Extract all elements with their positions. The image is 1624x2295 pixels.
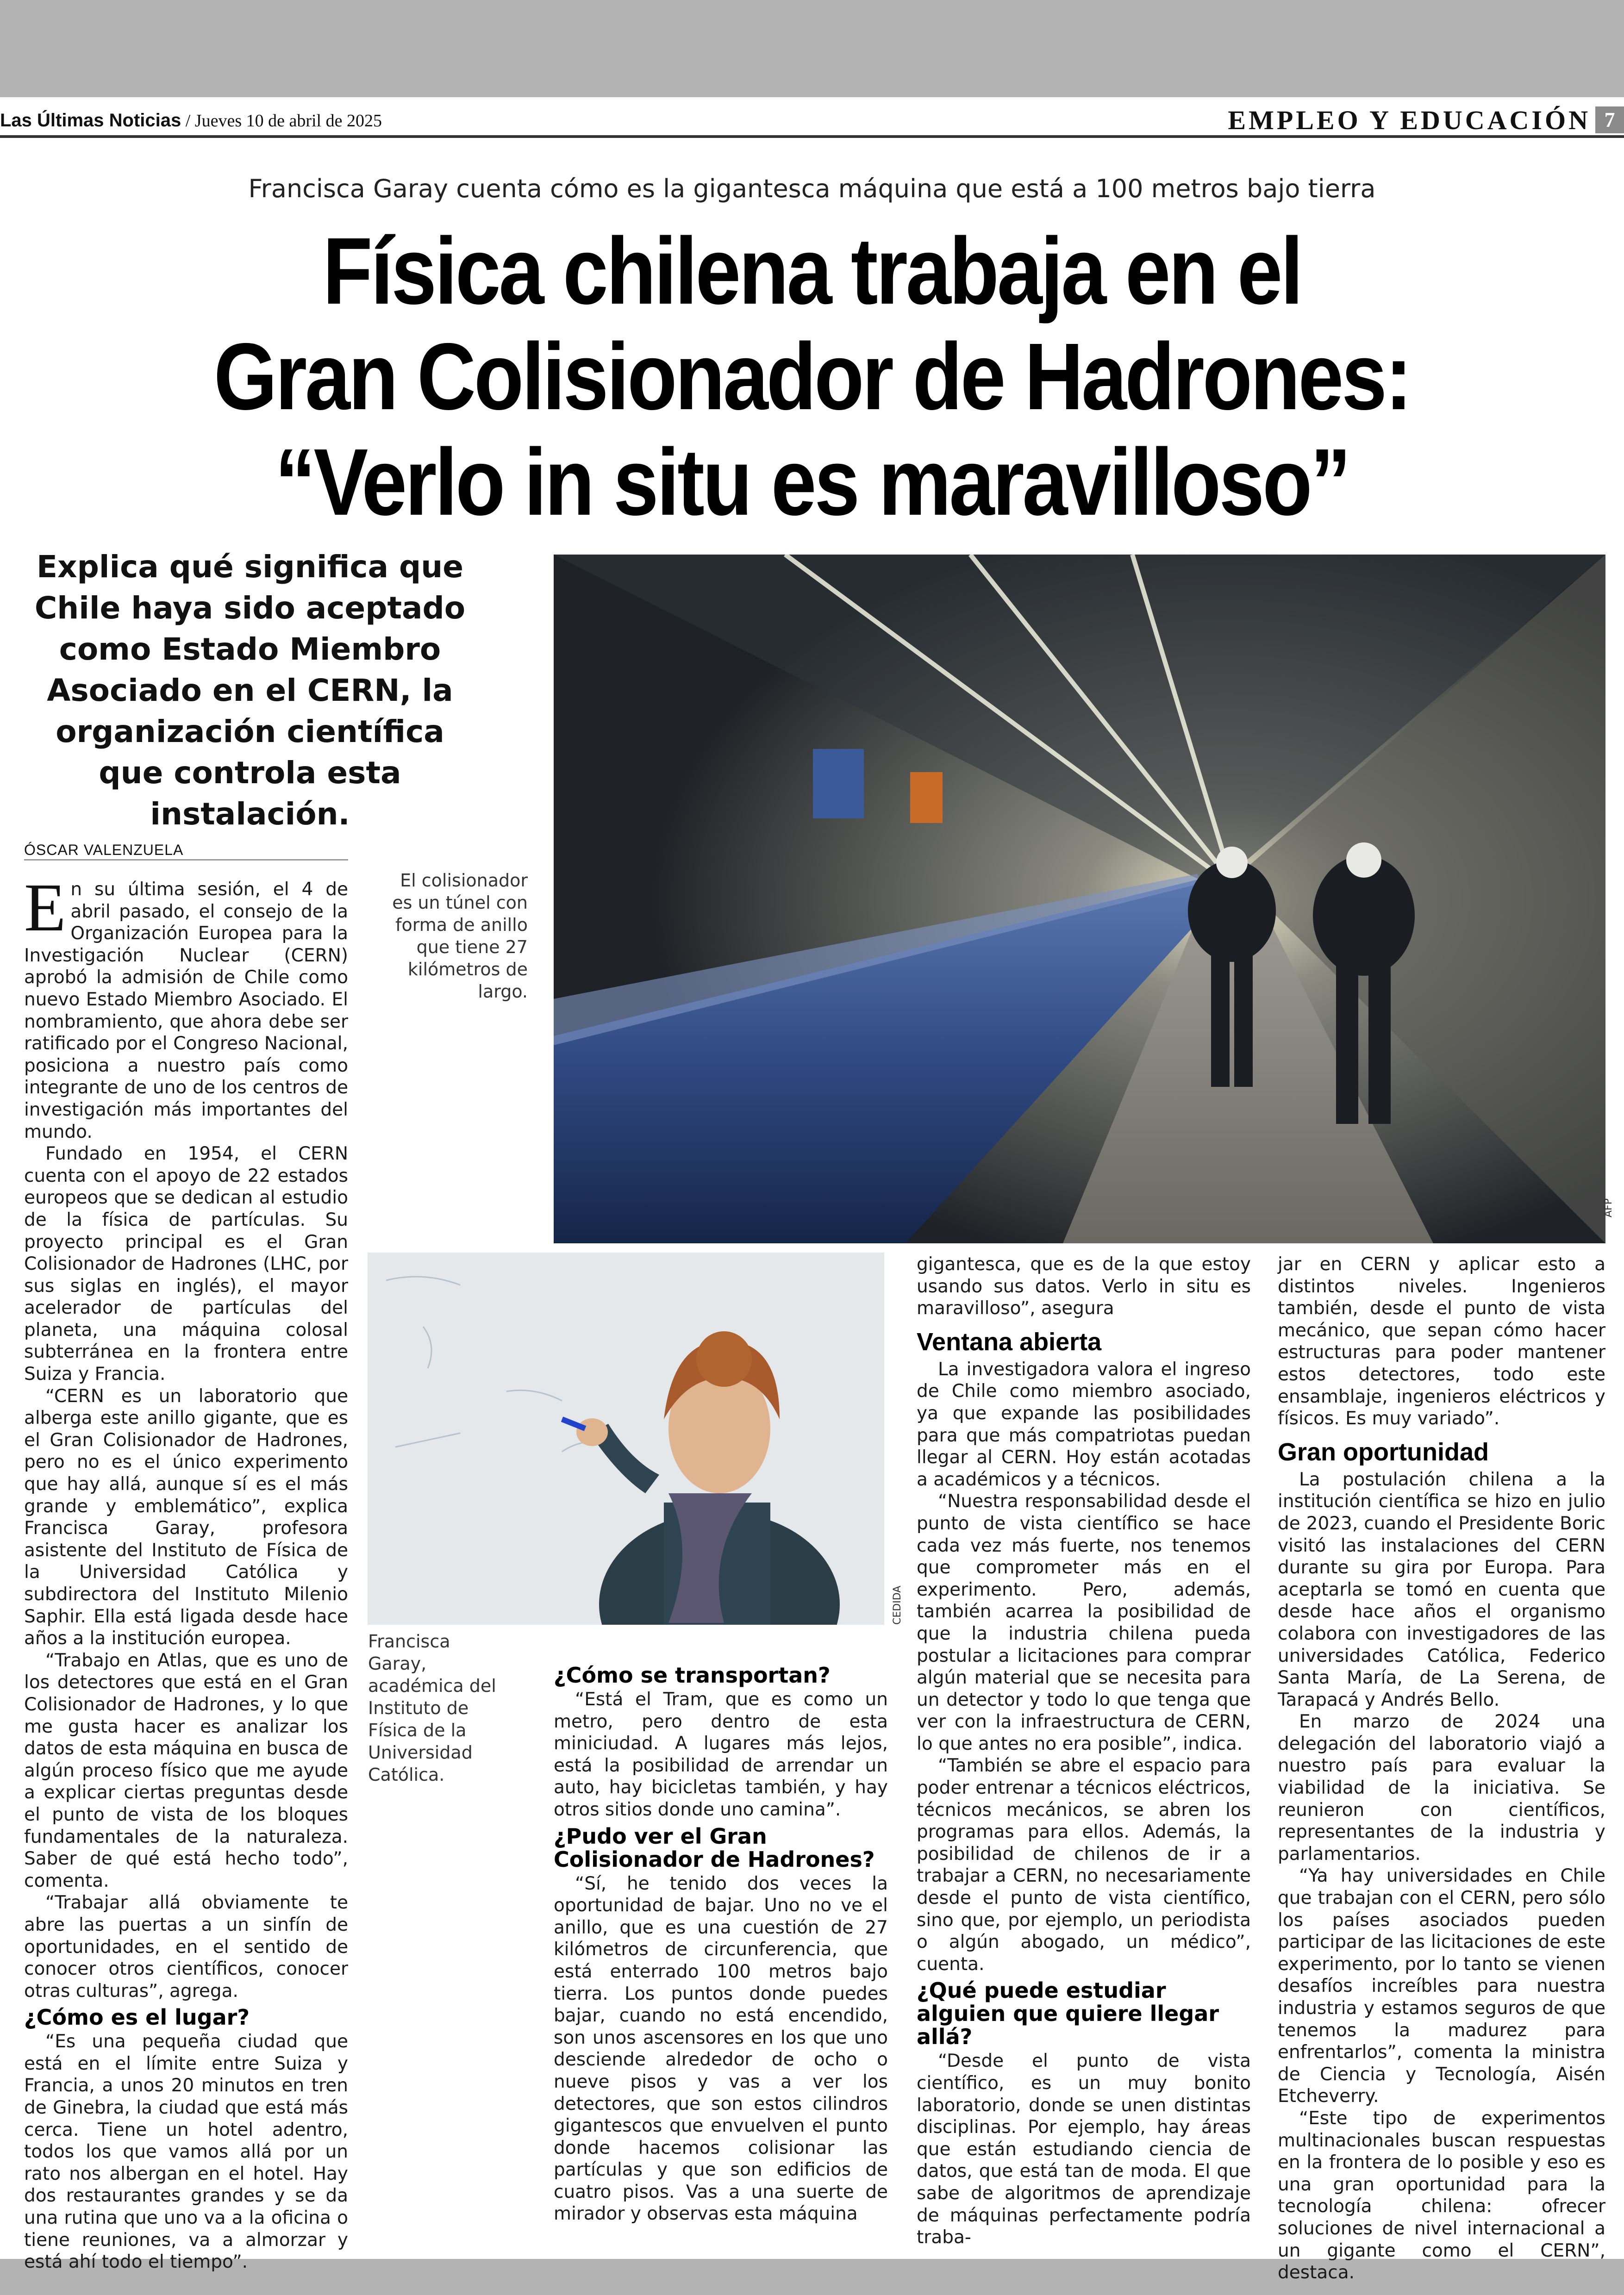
header-rule [0,135,1624,138]
headline-line-3: “Verlo in situ es maravilloso” [275,429,1349,535]
byline: ÓSCAR VALENZUELA [24,842,184,858]
paragraph: La postulación chilena a la institución científica se hizo en julio de 2023, cuando el Presidente Boric visitó las instalaciones del CERN durante su gira por Europa. Para aceptarla se tomó en cuenta que desde hace años el organismo colabora con investigadores de las universidades Católica, Federico Santa María, de La Serena, de Tarapacá y Andrés Bello. [1278,1469,1605,1710]
paragraph: La investigadora valora el ingreso de Chile como miembro asociado, ya que expande las posibilidades para que más compatriotas puedan llegar al CERN. Hoy están acotadas a académicos y a técnicos. [917,1359,1251,1490]
question-heading: ¿Cómo es el lugar? [24,2005,250,2030]
article-column-2 [554,1660,888,2225]
headline-line-1: Física chilena trabaja en el [323,218,1301,324]
kicker: Francisca Garay cuenta cómo es la gigantesca máquina que está a 100 metros bajo tierra [248,174,1376,203]
paragraph: “Nuestra responsabilidad desde el punto de vista científico se hace cada vez más fuerte, nos tenemos que comprometer más en el experimento. Pero, además, también acarrea la posibilidad de que la industria chilena pueda postular a licitaciones para comprar algún material que se necesita para un detector y todo lo que tenga que ver con la infraestructura de CERN, lo que antes no era posible”, indica. [917,1491,1251,1754]
publication-name: Las Últimas Noticias [0,110,181,131]
headline [114,218,1511,535]
paragraph: “Desde el punto de vista científico, es un muy bonito laboratorio, donde se unen distintas disciplinas. Por ejemplo, hay áreas que están estudiando ciencia de datos, que está tan de moda. El que sabe de algoritmos de aprendizaje de máquinas perfectamente podría traba- [917,2051,1251,2248]
headline-line-2: Gran Colisionador de Hadrones: [213,324,1411,430]
section-title: EMPLEO Y EDUCACIÓN [1228,105,1591,135]
deck-summary: Explica qué significa que Chile haya sido aceptado como Estado Miembro Asociado en el CERN, la organización científica que controla esta instalación. [34,549,466,832]
paragraph: Fundado en 1954, el CERN cuenta con el apoyo de 22 estados europeos que se dedican al estudio de la física de partículas. Su proyecto principal es el Gran Colisionador de Hadrones (LHC, por sus siglas en inglés), el mayor acelerador de partículas del planeta, una máquina colosal subterránea en la frontera entre Suiza y Francia. [24,1143,348,1385]
article-column-1 [24,870,348,2273]
publication-line [0,110,382,131]
paragraph: “Ya hay universidades en Chile que trabajan con el CERN, pero sólo los países asociados pueden participar de las licitaciones de este experimento, por lo tanto se vienen desafíos increíbles para nuestra industria y estamos seguros de que tenemos la madurez para enfrentarlos”, comenta la ministra de Ciencia y Tecnología, Aisén Etcheverry. [1278,1865,1605,2107]
paragraph: “Es una pequeña ciudad que está en el límite entre Suiza y Francia, a unos 20 minutos en tren de Ginebra, la ciudad que está más cerca. Tiene un hotel adentro, todos los que vamos allá por un rato nos albergan en el hotel. Hay dos restaurantes grandes y se da una rutina que uno va a la oficina o tiene reuniones, va a almorzar y está ahí todo el tiempo”. [24,2031,348,2273]
lead-text: n su última sesión, el 4 de abril pasado, el consejo de la Organización Europea para la Investigación Nuclear (CERN) aprobó la admisión de Chile como nuevo Estado Miembro Asociado. El nombramiento, que ahora debe ser ratificado por el Congreso Nacional, posiciona a nuestro país como integrante de uno de los centros de investigación más importantes del mundo. [24,879,348,1142]
photo-credit-cedida: CEDIDA [892,1585,903,1625]
paragraph: “También se abre el espacio para poder entrenar a técnicos eléctricos, técnicos mecánicos, se abren los programas para ellos. Además, la posibilidad de chilenos de ir a trabajar a CERN, no necesariamente desde el punto de vista científico, sino que, por ejemplo, un periodista o algún abogado, un médico”, cuenta. [917,1755,1251,1975]
publication-date: / Jueves 10 de abril de 2025 [181,111,382,131]
paragraph: “Trabajo en Atlas, que es uno de los detectores que está en el Gran Colisionador de Hadrones, y lo que me gusta hacer es analizar los datos de esta máquina en busca de algún proceso físico que me ayude a explicar ciertas preguntas desde el punto de vista de los bloques fundamentales de la naturaleza. Saber de qué está hecho todo”, comenta. [24,1650,348,1891]
article-column-4 [1278,1254,1605,2284]
photo-francisca-garay [368,1253,884,1625]
paragraph: “Trabajar allá obviamente te abre las puertas a un sinfín de oportunidades, en el sentido de conocer otros científicos, conocer otras culturas”, agrega. [24,1892,348,2002]
photo-lhc-tunnel [554,555,1605,1243]
page-number: 7 [1595,106,1624,133]
tunnel-illustration [554,555,1605,1243]
paragraph [24,870,348,1143]
scientist-illustration [368,1253,884,1625]
question-heading: ¿Pudo ver el Gran Colisionador de Hadrones? [554,1823,875,1872]
paragraph: “Este tipo de experimentos multinacionales buscan respuestas en la frontera de lo posible y eso es una gran oportunidad para la tecnología chilena: ofrecer soluciones de nivel internacional a un gigante como el CERN”, destaca. [1278,2108,1605,2283]
paragraph: “CERN es un laboratorio que alberga este anillo gigante, que es el Gran Colisionador de Hadrones, pero no es el único experimento que hay allá, aunque sí es el más grande y emblemático”, explica Francisca Garay, profesora asistente del Instituto de Física de la Universidad Católica y subdirectora del Instituto Milenio Saphir. Ella está ligada desde hace años a la institución europea. [24,1385,348,1649]
question-heading: ¿Cómo se transportan? [554,1663,831,1688]
subheading: Gran oportunidad [1278,1438,1489,1466]
byline-rule [24,859,348,861]
paragraph: gigantesca, que es de la que estoy usando sus datos. Verlo in situ es maravilloso”, asegura [917,1254,1251,1319]
paragraph: “Está el Tram, que es como un metro, pero dentro de esta miniciudad. A lugares más lejos, está la posibilidad de arrendar un auto, hay bicicletas también, y hay otros sitios donde uno camina”. [554,1689,888,1820]
photo-credit-afp: AFP [1603,1198,1614,1217]
tunnel-photo-caption: El colisionador es un túnel con forma de anillo que tiene 27 kilómetros de largo. [392,870,528,1002]
question-heading: ¿Qué puede estudiar alguien que quiere llegar allá? [917,1978,1219,2050]
drop-cap: E [24,870,66,946]
paragraph: En marzo de 2024 una delegación del laboratorio viajó a nuestro país para evaluar la viabilidad de la iniciativa. Se reunieron con científicos, representantes de la industria y parlamentarios. [1278,1711,1605,1865]
article-column-3 [917,1254,1251,2249]
subheading: Ventana abierta [917,1328,1102,1356]
scientist-photo-caption: Francisca Garay, académica del Instituto de Física de la Universidad Católica. [368,1631,496,1785]
paragraph: “Sí, he tenido dos veces la oportunidad de bajar. Uno no ve el anillo, que es una cuestión de 27 kilómetros de circunferencia, que está enterrado 100 metros bajo tierra. Los puntos donde puedes bajar, cuando no está encendido, son unos ascensores en los que uno desciende alrededor de ocho o nueve pisos y vas a ver los detectores, que son estos cilindros gigantescos que envuelven el punto donde hacemos colisionar las partículas y que son edificios de cuatro pisos. Vas a una suerte de mirador y observas esta máquina [554,1873,888,2225]
paragraph: jar en CERN y aplicar esto a distintos niveles. Ingenieros también, desde el punto de vista mecánico, que sepan cómo hacer estructuras para poder mantener estos detectores, todo este ensamblaje, ingenieros eléctricos y físicos. Es muy variado”. [1278,1254,1605,1429]
